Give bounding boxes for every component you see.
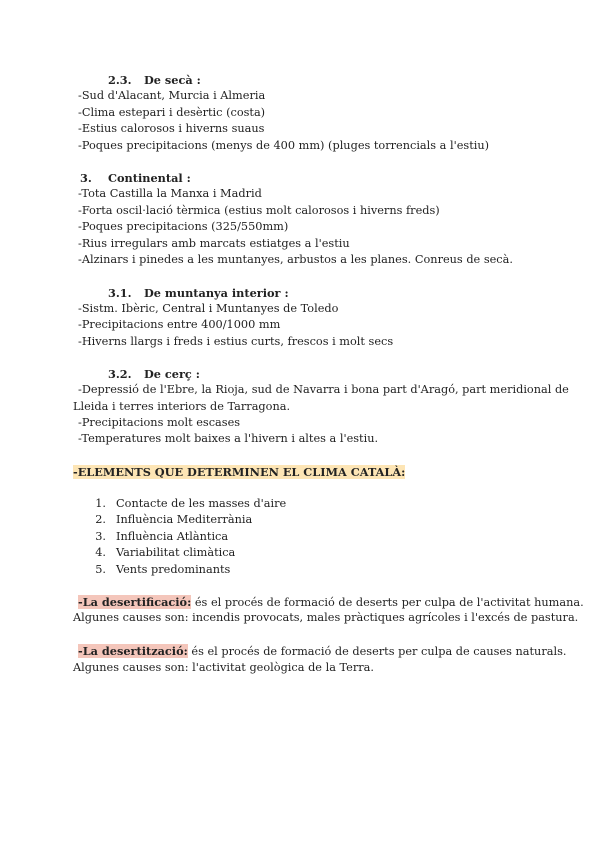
body-line: -Hiverns llargs i freds i estius curts, frescos i molt secs: [78, 335, 394, 348]
list-item: 1. Contacte de les masses d'aire: [95, 497, 287, 510]
body-line: Lleida i terres interiors de Tarragona.: [73, 400, 291, 413]
body-line: -Sistm. Ibèric, Central i Muntanyes de Toledo: [78, 302, 339, 315]
list-item: 5. Vents predominants: [95, 563, 231, 576]
body-line: -Sud d'Alacant, Murcia i Almeria: [78, 89, 266, 102]
body-line: -Forta oscil·lació tèrmica (estius molt calorosos i hiverns freds): [78, 204, 440, 217]
body-line: -Tota Castilla la Manxa i Madrid: [78, 187, 262, 200]
body-line: -Poques precipitacions (325/550mm): [78, 220, 289, 233]
section-heading-3-1: 3.1. De muntanya interior :: [108, 286, 289, 300]
term-desertitzacio: -La desertització:: [78, 644, 188, 658]
body-line: -Clima estepari i desèrtic (costa): [78, 106, 266, 119]
body-line: -Precipitacions entre 400/1000 mm: [78, 318, 281, 331]
body-line: -Poques precipitacions (menys de 400 mm) (pluges torrencials a l'estiu): [78, 139, 490, 152]
body-line: -Depressió de l'Ebre, la Rioja, sud de Navarra i bona part d'Aragó, part meridional de: [78, 383, 569, 396]
body-line: Algunes causes son: incendis provocats, males pràctiques agrícoles i l'excés de pastura.: [73, 611, 579, 624]
body-line: Algunes causes son: l'activitat geològica de la Terra.: [73, 661, 374, 674]
body-line: -Alzinars i pinedes a les muntanyes, arbustos a les planes. Conreus de secà.: [78, 253, 513, 266]
body-line: -Rius irregulars amb marcats estiatges a l'estiu: [78, 237, 350, 250]
section-heading-3-2: 3.2. De cerç :: [108, 367, 200, 381]
section-heading-2-3: 2.3. De secà :: [108, 73, 201, 87]
section-heading-3: 3. Continental :: [80, 171, 191, 185]
definition-desertificacio: -La desertificació: és el procés de formació de deserts per culpa de l'activitat humana.: [78, 595, 584, 609]
list-item: 4. Variabilitat climàtica: [95, 546, 236, 559]
body-line: -Estius calorosos i hiverns suaus: [78, 122, 265, 135]
list-item: 2. Influència Mediterrània: [95, 513, 253, 526]
list-item: 3. Influència Atlàntica: [95, 530, 229, 543]
term-desertificacio: -La desertificació:: [78, 595, 192, 609]
definition-desertitzacio: -La desertització: és el procés de formació de deserts per culpa de causes naturals.: [78, 644, 567, 658]
elements-heading: -ELEMENTS QUE DETERMINEN EL CLIMA CATALÀ:: [73, 465, 406, 479]
body-line: -Temperatures molt baixes a l'hivern i altes a l'estiu.: [78, 432, 379, 445]
body-line: -Precipitacions molt escases: [78, 416, 241, 429]
